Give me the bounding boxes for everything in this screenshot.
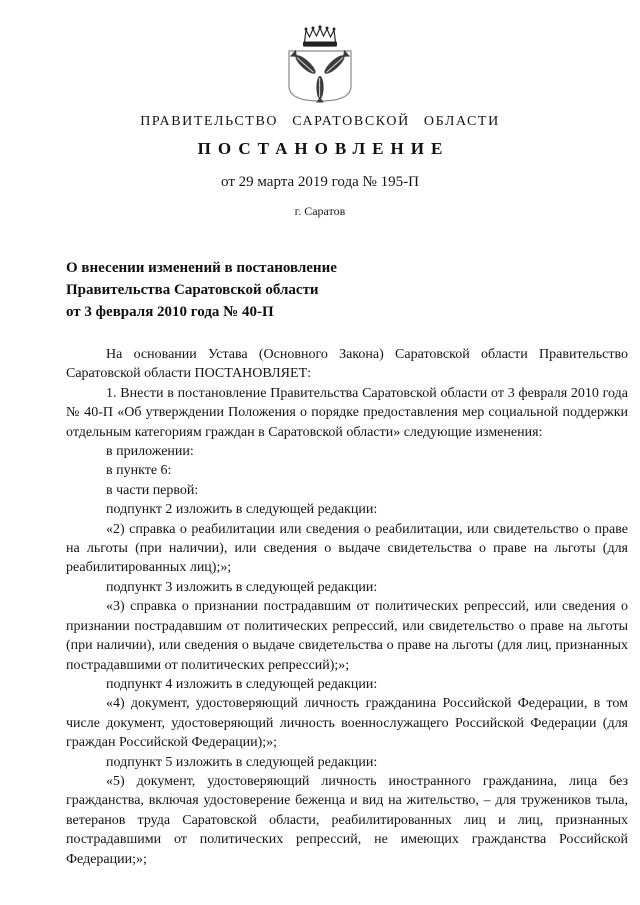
body-paragraph: подпункт 4 изложить в следующей редакции:	[106, 676, 378, 692]
body-paragraph: «3) справка о признании пострадавшим от политических репрессий, или сведения о признании пострадавшим от политических репрессий, или свидетельство о праве на льготы (при наличии), или сведения о выдаче свидетельства о праве на льготы (для лиц, признанных пострадавшими от политических репрессий);»;	[66, 599, 628, 673]
issuing-organization: ПРАВИТЕЛЬСТВО САРАТОВСКОЙ ОБЛАСТИ	[140, 114, 500, 129]
document-date-number: от 29 марта 2019 года № 195-П	[221, 174, 419, 190]
body-paragraph: в части первой:	[106, 482, 199, 498]
document-title-line: О внесении изменений в постановление	[66, 260, 337, 276]
body-paragraph: подпункт 3 изложить в следующей редакции:	[106, 579, 378, 595]
body-paragraph: На основании Устава (Основного Закона) Саратовской области Правительство Саратовской области ПОСТАНОВЛЯЕТ:	[66, 347, 628, 382]
body-paragraph: «5) документ, удостоверяющий личность иностранного гражданина, лица без гражданства, включая удостоверение беженца и вид на жительство, – для тружеников тыла, ветеранов труда Саратовской области, реабилитированных лиц и лиц, признанных пострадавшими от политических репрессий, не имеющих гражданства Российской Федерации;»;	[66, 773, 628, 867]
body-paragraph: в приложении:	[106, 444, 194, 460]
document-city: г. Саратов	[294, 204, 346, 218]
document-type-heading: ПОСТАНОВЛЕНИЕ	[197, 139, 450, 158]
body-paragraph: подпункт 5 изложить в следующей редакции:	[106, 754, 378, 770]
saratov-coat-of-arms-icon	[275, 20, 365, 104]
document-body	[66, 345, 628, 869]
body-paragraph: «2) справка о реабилитации или сведения о реабилитации, или свидетельство о праве на льготы (при наличии), или сведения о выдаче свидетельства о праве на льготы (для реабилитированных лиц);»;	[66, 521, 628, 576]
body-paragraph: в пункте 6:	[106, 463, 172, 479]
emblem-container	[0, 0, 640, 109]
crown-icon	[303, 25, 337, 46]
document-title	[66, 257, 600, 323]
body-paragraph: подпункт 2 изложить в следующей редакции:	[106, 502, 378, 518]
document-title-line: от 3 февраля 2010 года № 40-П	[66, 304, 274, 320]
body-paragraph: 1. Внести в постановление Правительства Саратовской области от 3 февраля 2010 года № 40-П «Об утверждении Положения о порядке предоставления мер социальной поддержки отдельным категориям граждан в Саратовской области» следующие изменения:	[66, 385, 628, 440]
body-paragraph: «4) документ, удостоверяющий личность гражданина Российской Федерации, в том числе документ, удостоверяющий личность военнослужащего Российской Федерации (для граждан Российской Федерации);»;	[66, 696, 628, 751]
document-title-line: Правительства Саратовской области	[66, 282, 319, 298]
